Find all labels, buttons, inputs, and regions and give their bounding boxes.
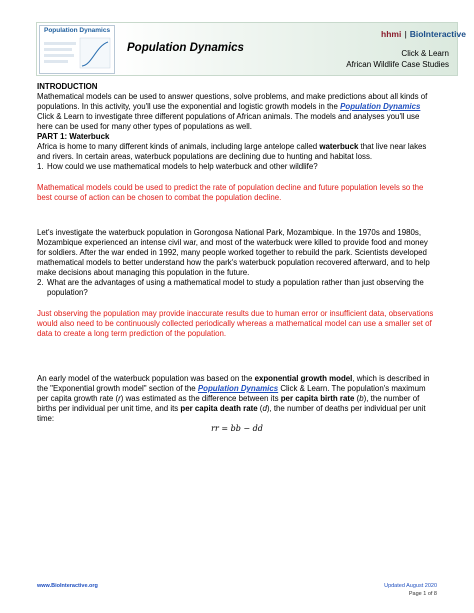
intro-heading: INTRODUCTION [37, 82, 98, 91]
model-text-8: ), the number of deaths per individual per unit time: [37, 404, 426, 423]
question-1-text: How could we use mathematical models to help waterbuck and other wildlife? [47, 162, 318, 171]
header-banner [36, 22, 466, 76]
intro-text-2: Click & Learn to investigate three different populations of African animals. The models and analyses you'll use here can be used for many other types of populations as well. [37, 112, 420, 131]
model-bold-3: per capita death rate [180, 404, 258, 413]
model-text-7: ( [257, 404, 263, 413]
part1-text-1: Africa is home to many different kinds of animals, including large antelope called [37, 142, 320, 151]
part1-heading: PART 1: Waterbuck [37, 132, 110, 141]
answer-2: Just observing the population may provide inaccurate results due to human error or insufficient data, observations would also need to be continuously collected periodically whereas a mathematical model can use a smaller set of data to create a long term prediction of the population. [37, 309, 434, 338]
intro-paragraph [37, 92, 437, 132]
hhmi-logo-text: hhmi [381, 29, 402, 39]
model-text-2: , which is described in the "Exponential growth model" section of the [37, 374, 430, 393]
biointeractive-logo-text: BioInteractive [409, 29, 466, 39]
question-2 [37, 278, 437, 298]
model-var-b: b [359, 394, 364, 403]
population-dynamics-link-2[interactable]: Population Dynamics [197, 384, 279, 393]
model-var-d: d [262, 404, 267, 413]
page-title: Population Dynamics [127, 42, 244, 54]
footer-website-link[interactable]: www.BioInteractive.org [37, 583, 98, 589]
question-1-number: 1. [37, 162, 44, 171]
logo-separator: | [404, 29, 407, 39]
model-bold-2: per capita birth rate [280, 394, 355, 403]
model-text-4: ) was estimated as the difference between its [120, 394, 281, 403]
document-body [37, 82, 437, 434]
model-text-6: ), the number of births per individual per unit time, and its [37, 394, 420, 413]
exponential-model-paragraph [37, 374, 437, 424]
model-var-r: r [118, 394, 121, 403]
answer-1: Mathematical models could be used to predict the rate of population decline and future population levels so the best course of action can be chosen to combat the population decline. [37, 183, 424, 202]
question-2-text: What are the advantages of using a mathematical model to study a population rather than just observing the population? [47, 278, 424, 297]
part1-paragraph [37, 142, 437, 162]
model-bold-1: exponential growth model [254, 374, 353, 383]
footer-updated-date: Updated August 2020 [384, 583, 437, 589]
intro-text-1: Mathematical models can be used to answer questions, solve problems, and make predictions about all kinds of populations. In this activity, you'll use the exponential and logistic growth models in the [37, 92, 428, 111]
model-text-1: An early model of the waterbuck population was based on the [37, 374, 255, 383]
waterbuck-term: waterbuck [319, 142, 359, 151]
model-text-3: Click & Learn. The population's maximum per capita growth rate ( [37, 384, 426, 403]
waterbuck-context-paragraph: Let's investigate the waterbuck population in Gorongosa National Park, Mozambique. In the 1970s and 1980s, Mozambique experienced an intense civil war, and most of the waterbuck were killed to provide food and money for soldiers. After the war ended in 1992, many people worked together to rebuild the park. Scientists developed mathematical models to better understand how the park's waterbuck population recovered afterward, and to help make decisions about managing this population in the future. [37, 228, 430, 277]
thumbnail-title: Population Dynamics [44, 27, 111, 34]
header-subtitle-1: Click & Learn [401, 49, 449, 58]
footer-page-number: Page 1 of 8 [408, 591, 437, 597]
population-dynamics-link[interactable]: Population Dynamics [340, 102, 421, 111]
biointeractive-logo [381, 29, 466, 39]
question-1 [37, 162, 437, 172]
part1-text-2: that live near lakes and rivers. In certain areas, waterbuck populations are declining due to hunting and habitat loss. [37, 142, 427, 161]
question-2-number: 2. [37, 278, 44, 287]
model-text-5: ( [354, 394, 360, 403]
thumbnail-image [39, 25, 115, 74]
header-subtitle-2: African Wildlife Case Studies [346, 60, 449, 69]
growth-rate-formula: rr = bb − dd [211, 424, 263, 433]
